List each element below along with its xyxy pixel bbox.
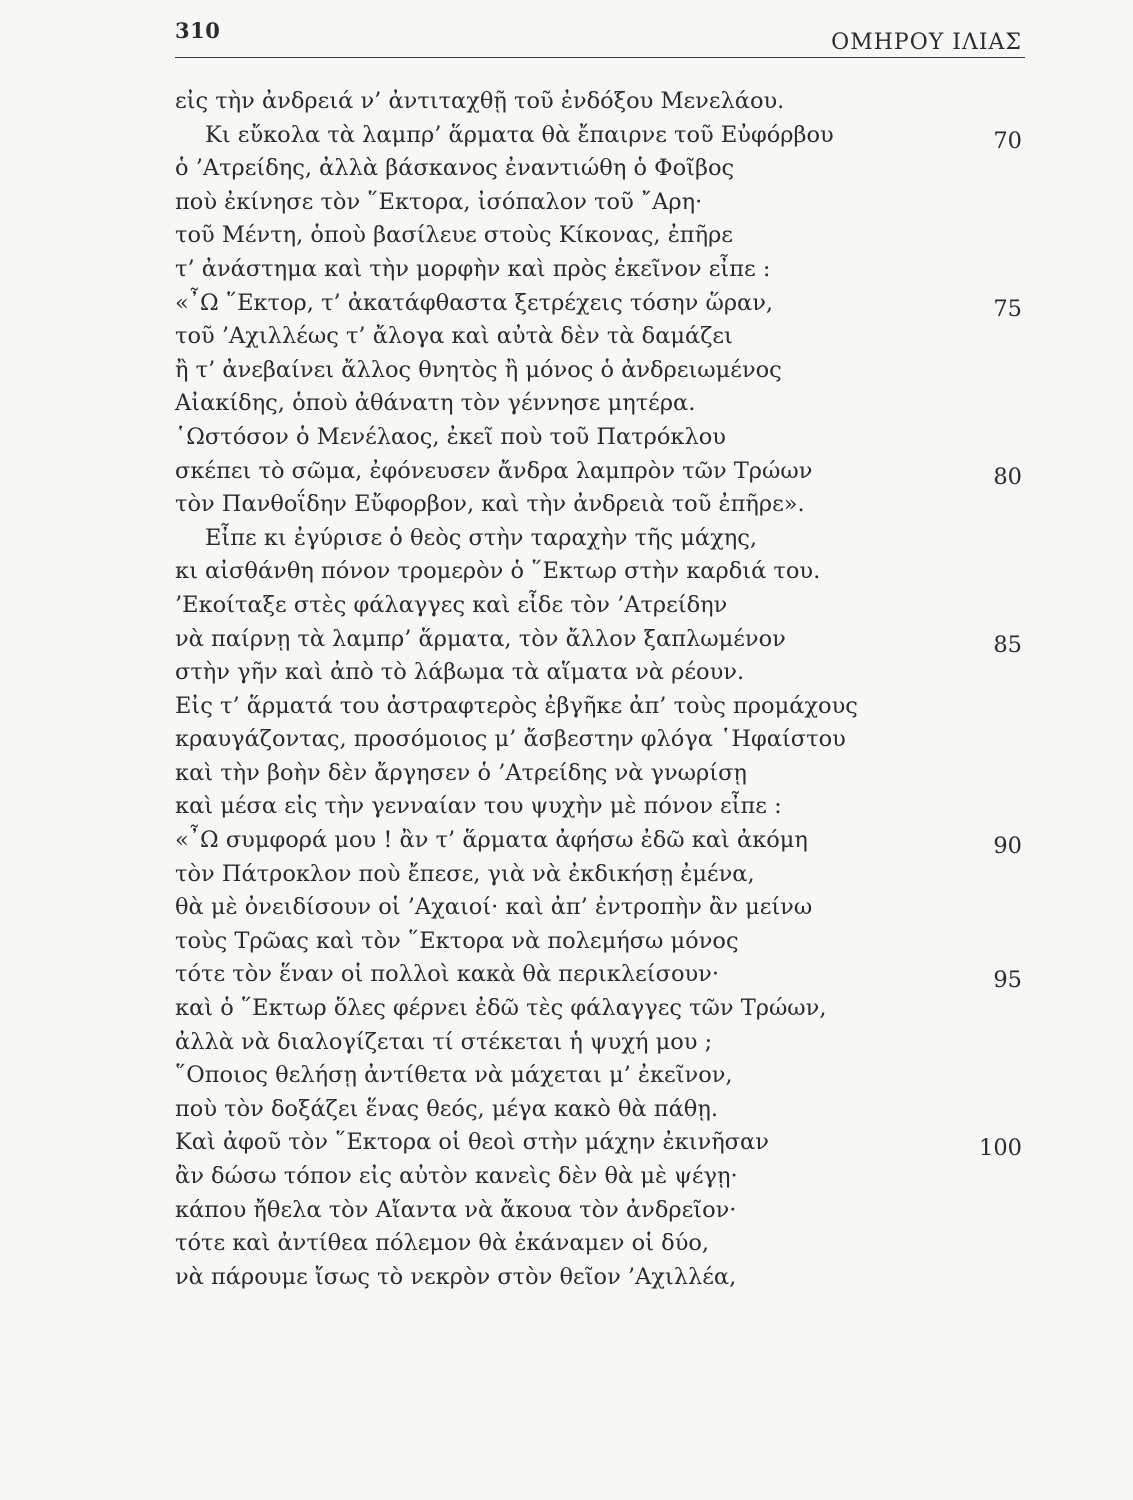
- poem-line: [0, 1028, 1133, 1062]
- poem-line: [0, 322, 1133, 356]
- poem-line-text: ὁ ’Ατρείδης, ἀλλὰ βάσκανος ἐναντιώθη ὁ Φοῖβος: [175, 155, 735, 182]
- poem-line: [0, 759, 1133, 793]
- poem-line-text: τοὺς Τρῶας καὶ τὸν ῞Εκτορα νὰ πολεμήσω μόνος: [175, 927, 739, 954]
- poem-line: [0, 1061, 1133, 1095]
- poem-line-text: τοῦ Μέντη, ὁποὺ βασίλευε στοὺς Κίκονας, ἐπῆρε: [175, 222, 733, 249]
- poem-line: [0, 725, 1133, 759]
- poem-line-text: τ’ ἀνάστημα καὶ τὴν μορφὴν καὶ πρὸς ἐκεῖνον εἶπε :: [175, 255, 771, 282]
- poem-line: [0, 1128, 1133, 1162]
- poem-line-text: τότε τὸν ἕναν οἱ πολλοὶ κακὰ θὰ περικλείσουν·: [175, 961, 720, 988]
- poem-line-text: καὶ ὁ ῞Εκτωρ ὅλες φέρνει ἐδῶ τὲς φάλαγγες τῶν Τρώων,: [175, 995, 827, 1022]
- poem-line: [0, 1162, 1133, 1196]
- poem-line-text: καὶ τὴν βοὴν δὲν ἄργησεν ὁ ’Ατρείδης νὰ γνωρίσῃ: [175, 759, 747, 786]
- poem-line-text: ἂν δώσω τόπον εἰς αὐτὸν κανεὶς δὲν θὰ μὲ ψέγῃ·: [175, 1163, 738, 1189]
- poem-line: [0, 490, 1133, 524]
- poem-line: [0, 557, 1133, 591]
- poem-line-text: τότε καὶ ἀντίθεα πόλεμον θὰ ἐκάναμεν οἱ δύο,: [175, 1230, 710, 1257]
- poem-line: [0, 1196, 1133, 1230]
- poem-line: [0, 658, 1133, 692]
- poem-line-text: Καὶ ἀφοῦ τὸν ῞Εκτορα οἱ θεοὶ στὴν μάχην ἐκινῆσαν: [175, 1129, 769, 1156]
- poem-line: [0, 154, 1133, 188]
- poem-line-text: «῏Ω ῞Εκτορ, τ’ ἀκατάφθαστα ξετρέχεις τόσην ὥραν,: [175, 289, 774, 316]
- poem-line: [0, 960, 1133, 994]
- page-header: [175, 14, 1025, 59]
- poem-text: [0, 87, 1133, 1296]
- poem-line-text: νὰ πάρουμε ἴσως τὸ νεκρὸν στὸν θεῖον ’Αχιλλέα,: [175, 1263, 737, 1290]
- poem-line-text: Κι εὔκολα τὰ λαμπρ’ ἅρματα θὰ ἔπαιρνε τοῦ Εὐφόρβου: [205, 121, 834, 148]
- poem-line-text: κι αἰσθάνθη πόνον τρομερὸν ὁ ῞Εκτωρ στὴν καρδιά του.: [175, 558, 821, 585]
- poem-line-text: ἀλλὰ νὰ διαλογίζεται τί στέκεται ἡ ψυχή μου ;: [175, 1028, 713, 1055]
- poem-line: [0, 188, 1133, 222]
- poem-line-text: εἰς τὴν ἀνδρειά ν’ ἀντιταχθῇ τοῦ ἐνδόξου Μενελάου.: [175, 88, 785, 114]
- poem-line: [0, 457, 1133, 491]
- poem-line: [0, 893, 1133, 927]
- poem-line: [0, 356, 1133, 390]
- poem-line: [0, 121, 1133, 155]
- poem-line-text: ’Εκοίταξε στὲς φάλαγγες καὶ εἶδε τὸν ’Ατρείδην: [175, 591, 728, 618]
- page-number: 310: [175, 18, 221, 43]
- poem-line-text: Εἰς τ’ ἅρματά του ἀστραφτερὸς ἐβγῆκε ἀπ’ τοὺς προμάχους: [175, 692, 858, 719]
- line-number: 85: [993, 631, 1022, 658]
- poem-line-text: τοῦ ’Αχιλλέως τ’ ἄλογα καὶ αὐτὰ δὲν τὰ δαμάζει: [175, 323, 733, 350]
- poem-line-text: καὶ μέσα εἰς τὴν γενναίαν του ψυχὴν μὲ πόνον εἶπε :: [175, 793, 782, 820]
- line-number: 90: [993, 833, 1022, 860]
- line-number: 95: [993, 967, 1022, 994]
- poem-line-text: ῞Οποιος θελήσῃ ἀντίθετα νὰ μάχεται μ’ ἐκεῖνον,: [175, 1062, 733, 1089]
- poem-line: [0, 423, 1133, 457]
- poem-line: [0, 524, 1133, 558]
- line-number: 80: [993, 463, 1022, 490]
- poem-line: [0, 625, 1133, 659]
- poem-line-text: νὰ παίρνῃ τὰ λαμπρ’ ἅρματα, τὸν ἄλλον ξαπλωμένον: [175, 625, 786, 652]
- poem-line: [0, 289, 1133, 323]
- poem-line: [0, 860, 1133, 894]
- poem-line: [0, 1229, 1133, 1263]
- poem-line-text: ποὺ ἐκίνησε τὸν ῞Εκτορα, ἰσόπαλον τοῦ ῎Αρη·: [175, 188, 703, 215]
- poem-line-text: «῏Ω συμφορά μου ! ἂν τ’ ἅρματα ἀφήσω ἐδῶ καὶ ἀκόμη: [175, 827, 808, 854]
- poem-line: [0, 255, 1133, 289]
- poem-line-text: ἢ τ’ ἀνεβαίνει ἄλλος θνητὸς ἢ μόνος ὁ ἀνδρειωμένος: [175, 356, 782, 383]
- line-number: 75: [993, 295, 1022, 322]
- poem-line: [0, 1263, 1133, 1297]
- poem-line-text: τὸν Πάτροκλον ποὺ ἔπεσε, γιὰ νὰ ἐκδικήσῃ ἐμένα,: [175, 860, 755, 887]
- poem-line-text: σκέπει τὸ σῶμα, ἐφόνευσεν ἄνδρα λαμπρὸν τῶν Τρώων: [175, 457, 813, 484]
- running-title: ΟΜΗΡΟΥ ΙΛΙΑΣ: [831, 30, 1022, 55]
- poem-line-text: Εἶπε κι ἐγύρισε ὁ θεὸς στὴν ταραχὴν τῆς μάχης,: [205, 524, 757, 551]
- poem-line: [0, 87, 1133, 121]
- line-number: 100: [979, 1135, 1022, 1162]
- poem-line-text: κάπου ἤθελα τὸν Αἴαντα νὰ ἄκουα τὸν ἀνδρεῖον·: [175, 1196, 737, 1223]
- poem-line: [0, 1095, 1133, 1129]
- header-rule: [175, 57, 1025, 58]
- poem-line-text: κραυγάζοντας, προσόμοιος μ’ ἄσβεστην φλόγα ῾Ηφαίστου: [175, 726, 846, 753]
- poem-line-text: τὸν Πανθοΐδην Εὔφορβον, καὶ τὴν ἀνδρειὰ τοῦ ἐπῆρε».: [175, 491, 805, 518]
- poem-line: [0, 994, 1133, 1028]
- poem-line: [0, 221, 1133, 255]
- poem-line-text: ποὺ τὸν δοξάζει ἕνας θεός, μέγα κακὸ θὰ πάθῃ.: [175, 1095, 718, 1122]
- poem-line: [0, 927, 1133, 961]
- poem-line: [0, 826, 1133, 860]
- poem-line: [0, 692, 1133, 726]
- poem-line: [0, 389, 1133, 423]
- poem-line: [0, 591, 1133, 625]
- line-number: 70: [993, 127, 1022, 154]
- poem-line-text: Αἰακίδης, ὁποὺ ἀθάνατη τὸν γέννησε μητέρα.: [175, 390, 696, 417]
- poem-line: [0, 792, 1133, 826]
- poem-line-text: θὰ μὲ ὀνειδίσουν οἱ ’Αχαιοί· καὶ ἀπ’ ἐντροπὴν ἂν μείνω: [175, 894, 813, 921]
- poem-line-text: ῾Ωστόσον ὁ Μενέλαος, ἐκεῖ ποὺ τοῦ Πατρόκλου: [175, 423, 726, 450]
- poem-line-text: στὴν γῆν καὶ ἀπὸ τὸ λάβωμα τὰ αἵματα νὰ ρέουν.: [175, 659, 745, 686]
